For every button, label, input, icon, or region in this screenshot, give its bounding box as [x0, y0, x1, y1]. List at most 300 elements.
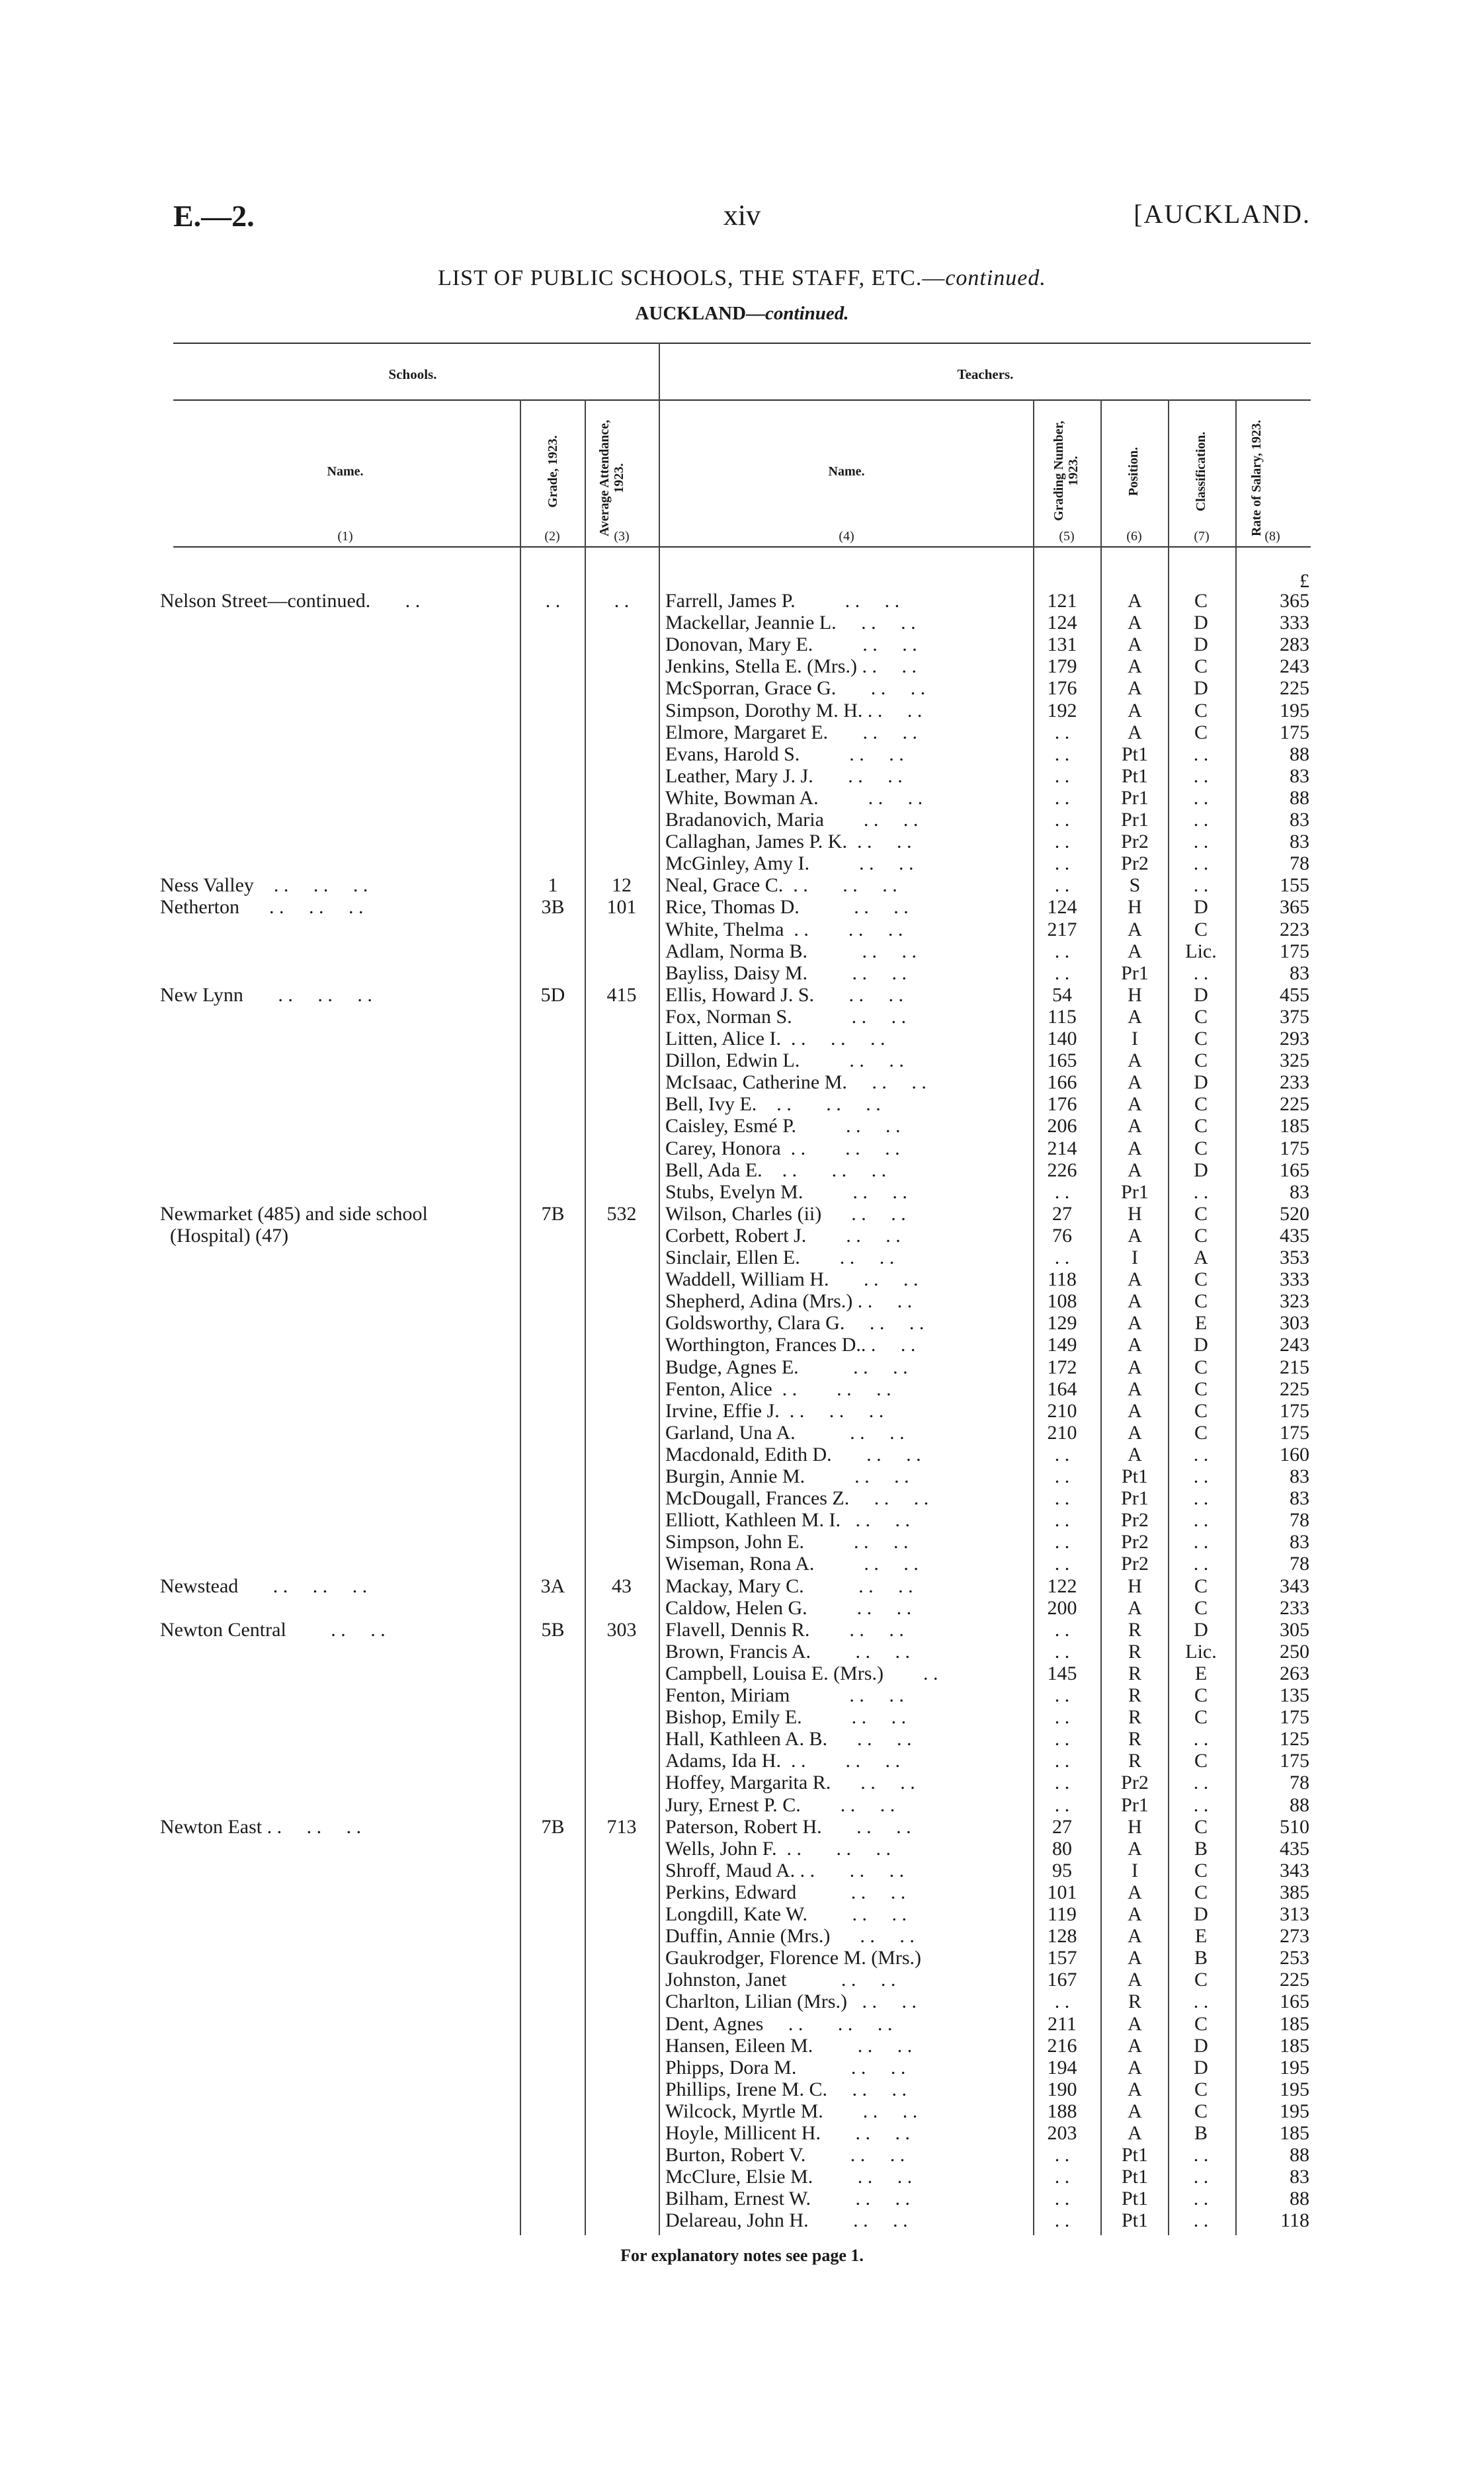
salary: 250: [1280, 1640, 1309, 1663]
teachers-group-header: Teachers.: [957, 366, 1014, 382]
position: A: [1128, 918, 1142, 940]
teacher-name: Mackellar, Jeannie L. . . . .: [665, 612, 916, 634]
position: A: [1128, 1093, 1142, 1116]
grading-number: 124: [1047, 612, 1077, 634]
salary: 385: [1280, 1881, 1309, 1903]
teacher-name: Garland, Una A. . . . .: [665, 1421, 905, 1444]
position: Pr1: [1121, 1487, 1149, 1510]
classification: C: [1194, 1049, 1208, 1072]
salary: 175: [1280, 940, 1309, 962]
salary: 155: [1280, 874, 1309, 897]
position: H: [1128, 1815, 1142, 1838]
grading-number: . .: [1054, 962, 1070, 984]
col-num-3: (3): [614, 529, 630, 544]
teacher-name: Gaukrodger, Florence M. (Mrs.): [665, 1947, 922, 1969]
salary: 78: [1290, 1509, 1309, 1532]
average-attendance: . .: [614, 590, 630, 612]
salary: 175: [1280, 1750, 1309, 1772]
page-number: xiv: [723, 199, 761, 231]
subtitle-continued: continued.: [765, 303, 849, 324]
classification: D: [1194, 677, 1208, 700]
salary: 78: [1290, 1553, 1309, 1575]
teacher-name: Phillips, Irene M. C. . . . .: [665, 2078, 907, 2100]
classification: C: [1194, 1202, 1208, 1225]
salary: 195: [1280, 699, 1309, 721]
classification: Lic.: [1185, 1640, 1217, 1663]
salary: 243: [1280, 1334, 1309, 1356]
grading-number: 210: [1047, 1399, 1077, 1422]
position-header: Position.: [1126, 447, 1141, 496]
position: Pr1: [1121, 809, 1149, 831]
grading-number: . .: [1054, 1684, 1070, 1706]
classification: . .: [1193, 2209, 1209, 2232]
grading-number: . .: [1054, 721, 1070, 743]
salary: 88: [1290, 2144, 1309, 2166]
position: Pr2: [1121, 1553, 1149, 1575]
grading-number: . .: [1054, 1728, 1070, 1750]
average-attendance: 532: [606, 1202, 637, 1225]
classification: . .: [1193, 831, 1209, 853]
classification: C: [1194, 699, 1208, 721]
salary: 83: [1290, 1180, 1309, 1203]
teacher-name: McDougall, Frances Z. . . . .: [665, 1487, 929, 1510]
teacher-name: Johnston, Janet . . . .: [665, 1969, 896, 1991]
teacher-name: Mackay, Mary C. . . . .: [665, 1575, 913, 1597]
grading-number: . .: [1054, 1531, 1070, 1553]
classification: C: [1194, 1268, 1208, 1291]
teacher-name: McGinley, Amy I. . . . .: [665, 852, 914, 875]
teacher-name: Waddell, William H. . . . .: [665, 1268, 919, 1291]
grading-number: 192: [1047, 699, 1077, 721]
grading-number: 27: [1052, 1202, 1072, 1225]
classification: C: [1194, 2012, 1208, 2035]
average-attendance: 713: [606, 1815, 637, 1838]
teacher-name: Caldow, Helen G. . . . .: [665, 1596, 912, 1619]
salary: 125: [1280, 1728, 1309, 1750]
grading-number: . .: [1054, 743, 1070, 765]
classification: C: [1194, 721, 1208, 743]
classification: . .: [1193, 1991, 1209, 2013]
teacher-name: Charlton, Lilian (Mrs.) . . . .: [665, 1991, 917, 2013]
position: H: [1128, 983, 1142, 1006]
teacher-name: Wilson, Charles (ii) . . . .: [665, 1202, 906, 1225]
classification: . .: [1193, 1180, 1209, 1203]
salary: 195: [1280, 2078, 1309, 2100]
grading-number: . .: [1054, 786, 1070, 809]
teacher-name: Duffin, Annie (Mrs.) . . . .: [665, 1925, 915, 1948]
classification: . .: [1193, 962, 1209, 984]
salary: 83: [1290, 1487, 1309, 1510]
teacher-name: Adlam, Norma B. . . . .: [665, 940, 917, 962]
position: H: [1128, 1575, 1142, 1597]
classification: D: [1194, 2056, 1208, 2078]
grading-number: 167: [1047, 1969, 1077, 1991]
classification: C: [1194, 1399, 1208, 1422]
footer-note: For explanatory notes see page 1.: [620, 2246, 864, 2265]
grading-number: . .: [1054, 1750, 1070, 1772]
teacher-name: Hoffey, Margarita R. . . . .: [665, 1772, 915, 1794]
grading-number: . .: [1054, 2144, 1070, 2166]
teacher-name: Caisley, Esmé P. . . . .: [665, 1115, 901, 1137]
classification: B: [1194, 1837, 1208, 1860]
average-attendance: 415: [606, 983, 637, 1006]
grading-number: 214: [1047, 1137, 1077, 1159]
classification: C: [1194, 2078, 1208, 2100]
average-attendance: 303: [606, 1618, 637, 1641]
salary: 253: [1280, 1947, 1309, 1969]
classification: C: [1194, 1684, 1208, 1706]
classification: D: [1194, 2034, 1208, 2057]
classification: . .: [1193, 786, 1209, 809]
classification: . .: [1193, 809, 1209, 831]
salary: 323: [1280, 1290, 1309, 1313]
teacher-name: Brown, Francis A. . . . .: [665, 1640, 910, 1663]
position: A: [1128, 1903, 1142, 1925]
teacher-name: White, Bowman A. . . . .: [665, 786, 923, 809]
position: A: [1128, 1399, 1142, 1422]
teacher-name: Delareau, John H. . . . .: [665, 2209, 908, 2232]
position: A: [1128, 2100, 1142, 2122]
school-grade: 7B: [541, 1815, 565, 1838]
classification: . .: [1193, 2144, 1209, 2166]
grading-number: 200: [1047, 1596, 1077, 1619]
grading-number: 188: [1047, 2100, 1077, 2122]
position: R: [1128, 1706, 1141, 1729]
teacher-name: Leather, Mary J. J. . . . .: [665, 764, 903, 787]
salary: 225: [1280, 1378, 1309, 1400]
grading-number: . .: [1054, 1793, 1070, 1816]
salary: 165: [1280, 1159, 1309, 1181]
position: S: [1129, 874, 1141, 897]
teacher-name: Hall, Kathleen A. B. . . . .: [665, 1728, 912, 1750]
teacher-name: Evans, Harold S. . . . .: [665, 743, 904, 765]
col-num-2: (2): [544, 529, 560, 544]
teacher-name: White, Thelma . . . . . .: [665, 918, 903, 940]
average-attendance: 43: [612, 1575, 632, 1597]
teacher-name: Bell, Ivy E. . . . . . .: [665, 1093, 881, 1116]
salary: 83: [1290, 764, 1309, 787]
position: A: [1128, 1071, 1142, 1094]
grade-header: Grade, 1923.: [546, 435, 560, 508]
classification: E: [1194, 1925, 1208, 1948]
position: R: [1128, 1750, 1141, 1772]
teacher-name: Neal, Grace C. . . . . . .: [665, 874, 897, 897]
position: A: [1128, 1334, 1142, 1356]
teacher-name: Bradanovich, Maria . . . .: [665, 809, 919, 831]
position: A: [1128, 1115, 1142, 1137]
teacher-name: Simpson, Dorothy M. H. . . . .: [665, 699, 923, 721]
grading-number: 121: [1047, 590, 1077, 612]
grading-number: 118: [1048, 1268, 1077, 1291]
teacher-name: Simpson, John E. . . . .: [665, 1531, 909, 1553]
school-grade: 1: [548, 874, 558, 897]
school-grade: . .: [545, 590, 561, 612]
salary: 185: [1280, 2122, 1309, 2144]
salary: 135: [1280, 1684, 1309, 1706]
salary: 118: [1280, 2209, 1309, 2232]
teacher-name: Carey, Honora . . . . . .: [665, 1137, 900, 1159]
salary: 303: [1280, 1312, 1309, 1335]
teacher-name: Sinclair, Ellen E. . . . .: [665, 1247, 895, 1268]
position: A: [1128, 1947, 1142, 1969]
col-num-5: (5): [1059, 529, 1075, 544]
position: R: [1128, 1640, 1141, 1663]
school-name: Newton East . . . . . .: [160, 1815, 362, 1838]
teacher-name: Callaghan, James P. K. . . . .: [665, 831, 912, 853]
classification: . .: [1193, 1487, 1209, 1510]
salary: 233: [1280, 1071, 1309, 1094]
grading-number: . .: [1054, 874, 1070, 897]
grading-number: 165: [1047, 1049, 1077, 1072]
teacher-name: Flavell, Dennis R. . . . .: [665, 1618, 904, 1641]
grading-number: . .: [1054, 831, 1070, 853]
grading-number: 211: [1048, 2012, 1077, 2035]
teacher-name: Paterson, Robert H. . . . .: [665, 1815, 911, 1838]
classification: . .: [1193, 1793, 1209, 1816]
position: Pt1: [1121, 2144, 1149, 2166]
position: A: [1128, 1596, 1142, 1619]
attendance-header: Average Attendance, 1923.: [597, 419, 626, 537]
teacher-name: Adams, Ida H. . . . . . .: [665, 1750, 900, 1772]
teacher-name: Dillon, Edwin L. . . . .: [665, 1049, 904, 1072]
position: A: [1128, 1421, 1142, 1444]
teacher-name: Hansen, Eileen M. . . . .: [665, 2034, 913, 2057]
position: H: [1128, 1202, 1142, 1225]
position: A: [1128, 634, 1142, 656]
teacher-name: Burgin, Annie M. . . . .: [665, 1465, 909, 1487]
grading-number: 145: [1047, 1662, 1077, 1684]
teacher-name: Wilcock, Myrtle M. . . . .: [665, 2100, 918, 2122]
classification: C: [1194, 655, 1208, 678]
grading-number: 157: [1047, 1947, 1077, 1969]
grading-number: 95: [1052, 1859, 1072, 1881]
school-grade: 3B: [541, 896, 565, 919]
classification: C: [1194, 1969, 1208, 1991]
grading-number: 216: [1047, 2034, 1077, 2057]
classification: C: [1194, 1005, 1208, 1028]
title-continued: continued.: [945, 266, 1046, 290]
classification: C: [1194, 1575, 1208, 1597]
salary: 283: [1280, 634, 1309, 656]
subtitle-region: AUCKLAND—: [635, 303, 766, 324]
teacher-name: Hoyle, Millicent H. . . . .: [665, 2122, 910, 2144]
classification: Lic.: [1185, 940, 1217, 962]
classification: . .: [1193, 743, 1209, 765]
grading-number: 179: [1047, 655, 1077, 678]
grading-number: 176: [1047, 677, 1077, 700]
salary: 175: [1280, 1399, 1309, 1422]
classification: C: [1194, 1596, 1208, 1619]
position: A: [1128, 721, 1142, 743]
school-name: Newstead . . . . . .: [160, 1575, 368, 1597]
classification: D: [1194, 634, 1208, 656]
classification: C: [1194, 1356, 1208, 1378]
salary: 185: [1280, 1115, 1309, 1137]
classification: . .: [1193, 1443, 1209, 1465]
salary: 333: [1280, 612, 1309, 634]
teacher-name: Elliott, Kathleen M. I. . . . .: [665, 1509, 910, 1532]
classification: C: [1194, 1421, 1208, 1444]
salary: 510: [1280, 1815, 1309, 1838]
classification: C: [1194, 1859, 1208, 1881]
position: A: [1128, 1312, 1142, 1335]
position: Pr1: [1121, 1793, 1149, 1816]
teacher-name: Jury, Ernest P. C. . . . .: [665, 1793, 895, 1816]
grading-number: . .: [1054, 1443, 1070, 1465]
school-grade: 5D: [540, 983, 565, 1006]
position: R: [1128, 1618, 1141, 1641]
salary: 83: [1290, 1531, 1309, 1553]
teacher-name: Farrell, James P. . . . .: [665, 590, 900, 612]
salary: 175: [1280, 1706, 1309, 1729]
position: A: [1128, 1005, 1142, 1028]
grading-number: . .: [1054, 2188, 1070, 2210]
school-grade: 5B: [541, 1618, 565, 1641]
grading-number: 124: [1047, 896, 1077, 919]
salary: 195: [1280, 2056, 1309, 2078]
classification: C: [1194, 1115, 1208, 1137]
grading-number: 54: [1052, 983, 1072, 1006]
salary: 333: [1280, 1268, 1309, 1291]
school-name: Nelson Street—continued. . .: [160, 590, 421, 612]
grading-number-header: Grading Number, 1923.: [1051, 421, 1081, 521]
teacher-name: Goldsworthy, Clara G. . . . .: [665, 1312, 925, 1335]
position: Pr1: [1121, 1180, 1149, 1203]
classification: D: [1194, 1334, 1208, 1356]
grading-number: . .: [1054, 1509, 1070, 1532]
classification: . .: [1193, 1772, 1209, 1794]
salary: 175: [1280, 1421, 1309, 1444]
grading-number: . .: [1054, 1465, 1070, 1487]
salary: 365: [1280, 896, 1309, 919]
grading-number: . .: [1054, 1247, 1070, 1268]
position: I: [1132, 1859, 1138, 1881]
salary: 225: [1280, 677, 1309, 700]
classification: C: [1194, 1815, 1208, 1838]
teacher-name: Bishop, Emily E. . . . .: [665, 1706, 907, 1729]
salary: 78: [1290, 1772, 1309, 1794]
region-heading: [AUCKLAND.: [1134, 199, 1311, 229]
salary: 455: [1280, 983, 1309, 1006]
position: A: [1128, 1137, 1142, 1159]
classification: D: [1194, 896, 1208, 919]
classification: D: [1194, 983, 1208, 1006]
classification: E: [1194, 1312, 1208, 1335]
teacher-name: Jenkins, Stella E. (Mrs.) . . . .: [665, 655, 917, 678]
school-name-header: Name.: [327, 464, 364, 479]
title-main: LIST OF PUBLIC SCHOOLS, THE STAFF, ETC.—: [438, 266, 946, 290]
salary: 88: [1290, 1793, 1309, 1816]
position: A: [1128, 2078, 1142, 2100]
salary: 520: [1280, 1202, 1309, 1225]
classification: C: [1194, 1706, 1208, 1729]
classification: C: [1194, 1290, 1208, 1313]
grading-number: 194: [1047, 2056, 1077, 2078]
salary: 88: [1290, 2188, 1309, 2210]
classification: . .: [1193, 1531, 1209, 1553]
teacher-name: Donovan, Mary E. . . . .: [665, 634, 917, 656]
col-num-4: (4): [839, 529, 854, 544]
grading-number: . .: [1054, 1706, 1070, 1729]
grading-number: . .: [1054, 940, 1070, 962]
grading-number: 149: [1047, 1334, 1077, 1356]
position: A: [1128, 1356, 1142, 1378]
grading-number: 129: [1047, 1312, 1077, 1335]
classification: . .: [1193, 874, 1209, 897]
salary: 305: [1280, 1618, 1309, 1641]
position: A: [1128, 1224, 1142, 1247]
teacher-name: Burton, Robert V. . . . .: [665, 2144, 905, 2166]
salary: 225: [1280, 1093, 1309, 1116]
teacher-name: Shroff, Maud A. . . . . . .: [665, 1859, 905, 1881]
position: Pt1: [1121, 2166, 1149, 2188]
average-attendance: 101: [606, 896, 637, 919]
grading-number: 115: [1048, 1005, 1077, 1028]
teacher-name: Phipps, Dora M. . . . .: [665, 2056, 906, 2078]
salary: 83: [1290, 831, 1309, 853]
classification: C: [1194, 1224, 1208, 1247]
page-code: E.—2.: [173, 199, 255, 233]
grading-number: . .: [1054, 1180, 1070, 1203]
classification: C: [1194, 1378, 1208, 1400]
classification: . .: [1193, 1728, 1209, 1750]
currency-symbol: £: [1299, 570, 1309, 592]
grading-number: 190: [1047, 2078, 1077, 2100]
position: I: [1132, 1247, 1138, 1268]
col-num-6: (6): [1126, 529, 1142, 544]
salary: 83: [1290, 1465, 1309, 1487]
teacher-name: Bell, Ada E. . . . . . .: [665, 1159, 887, 1181]
salary-header: Rate of Salary, 1923.: [1249, 419, 1264, 537]
salary: 83: [1290, 809, 1309, 831]
position: Pr2: [1121, 1531, 1149, 1553]
position: Pr2: [1121, 831, 1149, 853]
teacher-name-header: Name.: [828, 464, 865, 479]
teacher-name: Elmore, Margaret E. . . . .: [665, 721, 918, 743]
salary: 343: [1280, 1575, 1309, 1597]
teacher-name: Irvine, Effie J. . . . . . .: [665, 1399, 884, 1422]
salary: 215: [1280, 1356, 1309, 1378]
salary: 223: [1280, 918, 1309, 940]
position: R: [1128, 1684, 1141, 1706]
classification: C: [1194, 590, 1208, 612]
classification: A: [1194, 1247, 1208, 1268]
position: A: [1128, 2056, 1142, 2078]
salary: 343: [1280, 1859, 1309, 1881]
teacher-name: Rice, Thomas D. . . . .: [665, 896, 909, 919]
school-name: Newton Central . . . .: [160, 1618, 386, 1641]
grading-number: 108: [1047, 1290, 1077, 1313]
classification: C: [1194, 2100, 1208, 2122]
grading-number: 76: [1052, 1224, 1072, 1247]
salary: 263: [1280, 1662, 1309, 1684]
grading-number: 128: [1047, 1925, 1077, 1948]
salary: 375: [1280, 1005, 1309, 1028]
position: H: [1128, 896, 1142, 919]
position: Pr1: [1121, 786, 1149, 809]
teacher-name: Fenton, Alice . . . . . .: [665, 1378, 891, 1400]
grading-number: 166: [1047, 1071, 1077, 1094]
teacher-name: Macdonald, Edith D. . . . .: [665, 1443, 921, 1465]
average-attendance: 12: [612, 874, 632, 897]
position: A: [1128, 1049, 1142, 1072]
teacher-name: Bayliss, Daisy M. . . . .: [665, 962, 907, 984]
teacher-name: McClure, Elsie M. . . . .: [665, 2166, 913, 2188]
school-grade: 3A: [540, 1575, 565, 1597]
school-name: New Lynn . . . . . .: [160, 983, 372, 1006]
salary: 88: [1290, 786, 1309, 809]
salary: 313: [1280, 1903, 1309, 1925]
